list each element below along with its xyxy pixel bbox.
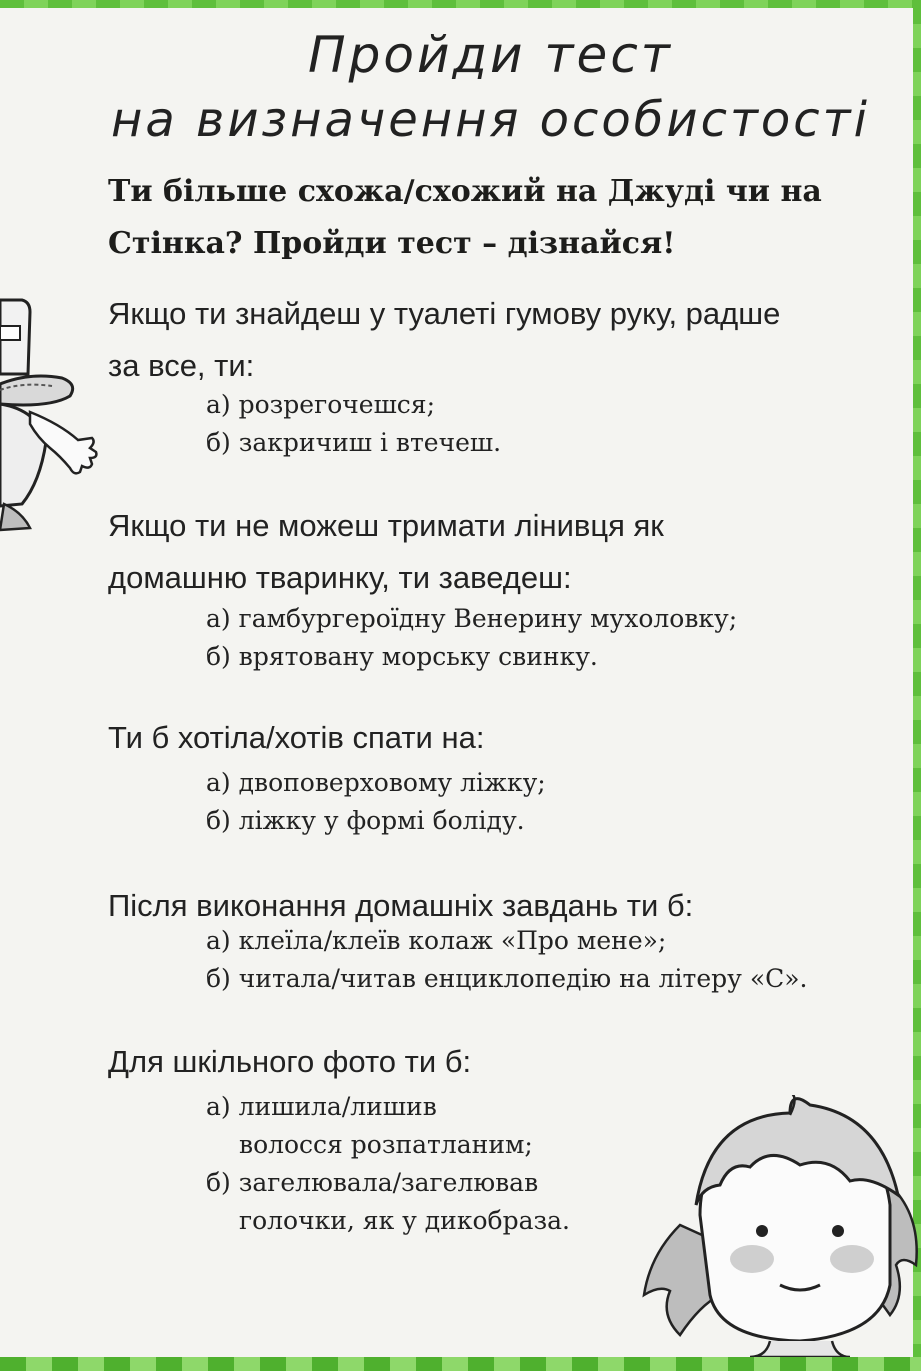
- question-3: [108, 712, 888, 764]
- bottom-green-border: [0, 1357, 921, 1371]
- intro-line-2: Стінка? Пройди тест – дізнайся!: [108, 226, 676, 261]
- intro-text: [108, 166, 828, 270]
- question-2-line-2: домашню тваринку, ти заведеш:: [108, 560, 572, 595]
- answer-a-line-1: а) лишила/лишив: [206, 1092, 437, 1121]
- question-3-line-1: Ти б хотіла/хотів спати на:: [108, 720, 485, 755]
- question-1-line-1: Якщо ти знайдеш у туалеті гумову руку, радше: [108, 296, 781, 331]
- question-2-answers: [206, 600, 906, 676]
- answer-b: б) читала/читав енциклопедію на літеру «С».: [206, 964, 808, 993]
- answer-b-line-1: б) загелювала/загелював: [206, 1168, 539, 1197]
- question-4-line-1: Після виконання домашніх завдань ти б:: [108, 888, 694, 923]
- answer-a: а) клеїла/клеїв колаж «Про мене»;: [206, 926, 667, 955]
- question-2: [108, 500, 888, 604]
- answer-b-line-2: голочки, як у дикобраза.: [239, 1206, 570, 1235]
- page-title-line-1: Пройди тест: [308, 26, 673, 84]
- girl-with-messy-hair-illustration: [640, 1095, 921, 1357]
- question-1: [108, 288, 888, 392]
- toilet-with-rubber-hand-illustration: [0, 292, 110, 532]
- question-5: [108, 1036, 888, 1088]
- answer-a: а) гамбургероїдну Венерину мухоловку;: [206, 604, 738, 633]
- answer-b: б) ліжку у формі боліду.: [206, 806, 525, 835]
- question-1-line-2: за все, ти:: [108, 348, 255, 383]
- answer-a-line-2: волосся розпатланим;: [239, 1130, 533, 1159]
- question-5-line-1: Для шкільного фото ти б:: [108, 1044, 472, 1079]
- intro-line-1: Ти більше схожа/схожий на Джуді чи на: [108, 174, 822, 209]
- question-2-line-1: Якщо ти не можеш тримати лінивця як: [108, 508, 664, 543]
- question-3-answers: [206, 764, 906, 840]
- answer-a: а) розрегочешся;: [206, 390, 436, 419]
- question-1-answers: [206, 386, 906, 462]
- answer-b: б) закричиш і втечеш.: [206, 428, 502, 457]
- answer-b: б) врятовану морську свинку.: [206, 642, 598, 671]
- top-green-border: [0, 0, 921, 8]
- page-title-line-2: на визначення особистості: [111, 92, 870, 148]
- question-4-answers: [206, 922, 906, 998]
- answer-a: а) двоповерховому ліжку;: [206, 768, 546, 797]
